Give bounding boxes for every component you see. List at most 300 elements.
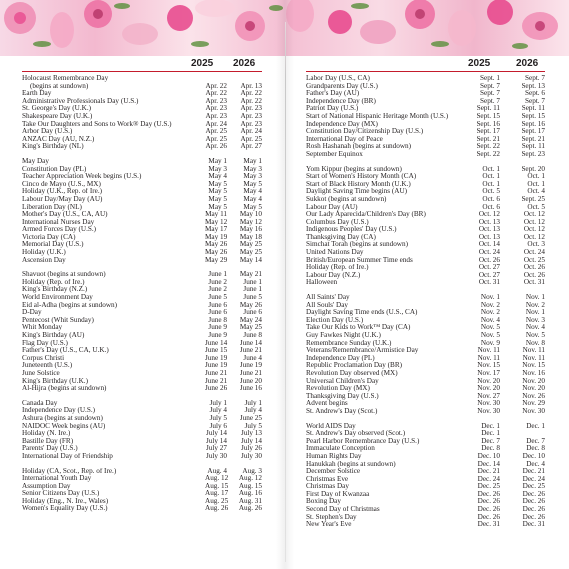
date-2025: Dec. 1 <box>481 429 500 438</box>
holiday-name: Holiday (Eng., N. Ire., Wales) <box>22 497 109 505</box>
holiday-name: ANZAC Day (AU, N.Z.) <box>22 135 95 143</box>
date-2026: Apr. 13 <box>240 81 262 90</box>
holiday-name: Second Day of Christmas <box>306 506 380 514</box>
holiday-name: Labour Day/May Day (AU) <box>22 195 103 203</box>
date-2026: Oct. 1 <box>527 172 545 181</box>
date-2026: Oct. 3 <box>527 240 545 249</box>
date-2026: Nov. 11 <box>522 353 545 362</box>
date-2025: Sept. 22 <box>476 142 500 151</box>
date-2026: Apr. 22 <box>240 96 262 105</box>
date-2026: Sept. 15 <box>521 111 545 120</box>
date-2025: Oct. 27 <box>478 263 500 272</box>
date-2025: Aug. 15 <box>205 481 229 490</box>
year-2026-label: 2026 <box>233 58 256 69</box>
date-2026: July 13 <box>241 429 262 438</box>
date-2026: Dec. 26 <box>522 512 545 521</box>
holiday-row <box>22 453 262 461</box>
date-2026: Nov. 1 <box>525 293 545 302</box>
date-2026: Apr. 23 <box>240 104 262 113</box>
holiday-name: Armed Forces Day (U.S.) <box>22 226 97 234</box>
holiday-row <box>306 521 545 529</box>
holiday-row <box>306 272 545 280</box>
holiday-row <box>306 264 545 272</box>
holiday-name: Sukkot (begins at sundown) <box>306 195 387 203</box>
date-2026: Sept. 16 <box>521 119 545 128</box>
holiday-name: Our Lady Aparecida/Children's Day (BR) <box>306 211 426 219</box>
date-2025: Sept. 7 <box>480 89 500 98</box>
holiday-name: Holiday (N. Ire.) <box>22 430 71 438</box>
holiday-name: Pentecost (Whit Sunday) <box>22 316 94 324</box>
date-2026: May 3 <box>243 164 262 173</box>
holiday-name: (begins at sundown) <box>30 82 89 90</box>
date-2026: Oct. 1 <box>527 179 545 188</box>
date-2025: Dec. 26 <box>477 489 500 498</box>
date-2026: Nov. 16 <box>522 368 545 377</box>
holiday-row <box>22 257 262 265</box>
date-2026: Sept. 17 <box>521 127 545 136</box>
date-2025: May 19 <box>205 232 228 241</box>
holiday-row <box>306 151 545 159</box>
date-2026: June 14 <box>239 338 262 347</box>
holiday-name: Republic Proclamation Day (BR) <box>306 362 403 370</box>
date-2025: May 5 <box>208 187 227 196</box>
holiday-name: King's Birthday (NL) <box>22 143 84 151</box>
holiday-name: Grandparents Day (U.S.) <box>306 82 378 90</box>
date-2025: July 27 <box>206 444 227 453</box>
date-2025: Oct. 1 <box>482 179 500 188</box>
date-2025: May 4 <box>208 172 227 181</box>
date-2026: Nov. 15 <box>522 361 545 370</box>
holiday-name: King's Birthday (U.K.) <box>22 377 88 385</box>
holiday-row <box>306 347 545 355</box>
holiday-name: Thanksgiving Day (CA) <box>306 233 376 241</box>
holiday-name: Start of Black History Month (U.K.) <box>306 180 411 188</box>
date-2026: May 25 <box>239 248 262 257</box>
date-2026: Sept. 21 <box>521 134 545 143</box>
holiday-name: Labour Day (N.Z.) <box>306 271 361 279</box>
holiday-row <box>306 279 545 287</box>
month-section <box>22 468 262 514</box>
holiday-row <box>306 173 545 181</box>
date-2026: Dec. 25 <box>522 482 545 491</box>
holiday-row <box>306 309 545 317</box>
date-2025: Nov. 20 <box>477 376 500 385</box>
holiday-row <box>306 241 545 249</box>
date-2025: Apr. 22 <box>205 81 227 90</box>
date-2026: July 30 <box>241 451 262 460</box>
holiday-name: Labor Day (U.S., CA) <box>306 75 370 82</box>
holiday-name: Corpus Christi <box>22 354 65 362</box>
date-2025: Nov. 11 <box>477 353 500 362</box>
holiday-name: Start of Women's History Month (CA) <box>306 173 417 181</box>
date-2025: June 21 <box>205 368 228 377</box>
date-2026: Oct. 12 <box>523 210 545 219</box>
holiday-name: Constitution Day (PL) <box>22 165 87 173</box>
date-2026: Oct. 26 <box>523 270 545 279</box>
date-2025: June 6 <box>208 300 227 309</box>
date-2025: Dec. 26 <box>477 497 500 506</box>
date-2026: May 26 <box>239 300 262 309</box>
date-2026: Dec. 31 <box>522 520 545 529</box>
holiday-name: Assumption Day <box>22 482 71 490</box>
holiday-name: Take Our Daughters and Sons to Work® Day (U.S.) <box>22 120 172 128</box>
date-2025: June 26 <box>205 384 228 393</box>
holiday-name: Pearl Harbor Remembrance Day (U.S.) <box>306 437 420 445</box>
holiday-name: Bastille Day (FR) <box>22 437 74 445</box>
date-2025: May 12 <box>205 217 228 226</box>
date-2026: Sept. 23 <box>521 149 545 158</box>
date-2025: Apr. 25 <box>205 127 227 136</box>
date-2025: Dec. 14 <box>477 459 500 468</box>
holiday-row <box>306 476 545 484</box>
holiday-name: Holocaust Remembrance Day <box>22 75 109 82</box>
date-2026: June 19 <box>239 361 262 370</box>
date-2026: July 5 <box>244 421 262 430</box>
holiday-row <box>306 211 545 219</box>
date-2026: May 21 <box>239 270 262 279</box>
date-2025: Dec. 25 <box>477 482 500 491</box>
date-2025: Nov. 27 <box>477 391 500 400</box>
date-2025: Nov. 2 <box>480 300 500 309</box>
date-2025: May 5 <box>208 179 227 188</box>
holiday-name: Thanksgiving Day (U.S.) <box>306 392 379 400</box>
holiday-name: Independence Day (U.S.) <box>22 407 96 415</box>
date-2026: Oct. 26 <box>523 263 545 272</box>
date-2025: Nov. 30 <box>477 406 500 415</box>
date-2025: July 4 <box>209 406 227 415</box>
date-2026: May 10 <box>239 210 262 219</box>
date-2025: June 1 <box>208 270 227 279</box>
holiday-name: Columbus Day (U.S.) <box>306 218 369 226</box>
holiday-name: Universal Children's Day <box>306 377 379 385</box>
holiday-name: Mother's Day (U.S., CA, AU) <box>22 211 108 219</box>
holiday-row <box>306 332 545 340</box>
holiday-name: Eid al-Adha (begins at sundown) <box>22 301 118 309</box>
date-2025: Aug. 17 <box>205 489 229 498</box>
date-2025: Aug. 4 <box>207 466 227 475</box>
date-2025: Apr. 23 <box>205 96 227 105</box>
year-2026-label: 2026 <box>516 58 539 69</box>
holiday-name: Start of National Hispanic Heritage Month (U.S.) <box>306 112 449 120</box>
date-2026: June 4 <box>243 353 262 362</box>
holiday-row <box>306 219 545 227</box>
date-2025: June 5 <box>208 293 227 302</box>
date-2025: May 26 <box>205 248 228 257</box>
holiday-row <box>306 294 545 302</box>
date-2025: Oct. 13 <box>478 232 500 241</box>
date-2026: June 5 <box>243 293 262 302</box>
date-2025: June 21 <box>205 376 228 385</box>
holiday-row <box>306 128 545 136</box>
date-2026: Nov. 20 <box>522 376 545 385</box>
holiday-name: Simchat Torah (begins at sundown) <box>306 241 408 249</box>
holiday-name: Shavuot (begins at sundown) <box>22 271 106 279</box>
holiday-row <box>306 378 545 386</box>
date-2026: June 6 <box>243 308 262 317</box>
holiday-name: All Souls' Day <box>306 301 349 309</box>
date-2025: Dec. 1 <box>481 421 500 430</box>
date-2025: June 6 <box>208 308 227 317</box>
date-2026: Sept. 7 <box>525 74 545 82</box>
date-2026: June 21 <box>239 346 262 355</box>
holiday-name: Independence Day (BR) <box>306 97 376 105</box>
holiday-name: Constitution Day/Citizenship Day (U.S.) <box>306 128 424 136</box>
date-2025: Oct. 1 <box>482 172 500 181</box>
date-2026: May 25 <box>239 323 262 332</box>
date-2026: Apr. 22 <box>240 89 262 98</box>
date-2025: Sept. 15 <box>476 111 500 120</box>
date-2025: May 3 <box>208 164 227 173</box>
date-2025: Apr. 26 <box>205 142 227 151</box>
holiday-name: Teacher Appreciation Week begins (U.S.) <box>22 173 142 181</box>
left-year-header <box>22 58 262 70</box>
holiday-name: Al-Hijra (begins at sundown) <box>22 385 107 393</box>
date-2026: Oct. 4 <box>527 187 545 196</box>
date-2025: Nov. 17 <box>477 368 500 377</box>
date-2025: June 19 <box>205 361 228 370</box>
holiday-row <box>306 362 545 370</box>
date-2026: July 14 <box>241 436 262 445</box>
date-2026: Nov. 4 <box>525 323 545 332</box>
holiday-name: Flag Day (U.S.) <box>22 339 68 347</box>
date-2026: Nov. 20 <box>522 384 545 393</box>
date-2026: Dec. 26 <box>522 489 545 498</box>
date-2025: July 1 <box>209 398 227 407</box>
holiday-name: Christmas Day <box>306 483 349 491</box>
holiday-name: First Day of Kwanzaa <box>306 490 370 498</box>
date-2026: June 20 <box>239 376 262 385</box>
date-2025: May 1 <box>208 156 227 165</box>
holiday-row <box>306 423 545 431</box>
holiday-row <box>306 90 545 98</box>
date-2026: Dec. 24 <box>522 474 545 483</box>
holiday-row <box>306 393 545 401</box>
date-2025: Nov. 30 <box>477 399 500 408</box>
holiday-name: Victoria Day (CA) <box>22 233 76 241</box>
holiday-name: British/European Summer Time ends <box>306 256 413 264</box>
holiday-name: Rosh Hashanah (begins at sundown) <box>306 143 412 151</box>
date-2026: Oct. 5 <box>527 202 545 211</box>
holiday-row <box>306 355 545 363</box>
date-2026: Oct. 24 <box>523 248 545 257</box>
date-2025: Nov. 4 <box>480 315 500 324</box>
holiday-name: Daylight Saving Time ends (U.S., CA) <box>306 309 418 317</box>
date-2026: Aug. 31 <box>238 496 262 505</box>
holiday-name: Veterans/Remembrance/Armistice Day <box>306 347 419 355</box>
date-2025: Dec. 10 <box>477 451 500 460</box>
date-2026: June 1 <box>243 277 262 286</box>
date-2025: Dec. 26 <box>477 505 500 514</box>
date-2026: June 1 <box>243 285 262 294</box>
holiday-name: World Environment Day <box>22 294 93 302</box>
holiday-name: Juneteenth (U.S.) <box>22 362 73 370</box>
date-2025: May 29 <box>205 255 228 264</box>
date-2025: Apr. 25 <box>205 134 227 143</box>
date-2025: Sept. 17 <box>476 127 500 136</box>
date-2025: May 11 <box>205 210 227 219</box>
date-2025: June 14 <box>205 338 228 347</box>
date-2026: Nov. 26 <box>522 391 545 400</box>
date-2025: Oct. 1 <box>482 164 500 173</box>
date-2025: Oct. 14 <box>478 240 500 249</box>
holiday-row <box>306 491 545 499</box>
holiday-name: Whit Monday <box>22 324 63 332</box>
holiday-name: St. Andrew's Day (Scot.) <box>306 407 378 415</box>
date-2025: June 2 <box>208 285 227 294</box>
date-2026: May 24 <box>239 315 262 324</box>
holiday-row <box>306 461 545 469</box>
date-2026: Dec. 26 <box>522 497 545 506</box>
date-2025: Aug. 26 <box>205 504 229 513</box>
holiday-row <box>306 400 545 408</box>
date-2026: Oct. 31 <box>523 278 545 287</box>
date-2025: Nov. 2 <box>480 308 500 317</box>
date-2025: Nov. 15 <box>477 361 500 370</box>
holiday-row <box>306 204 545 212</box>
holiday-name: Remembrance Sunday (U.K.) <box>306 339 392 347</box>
holiday-name: St. Stephen's Day <box>306 513 357 521</box>
holiday-name: December Solstice <box>306 468 361 476</box>
date-2026: May 5 <box>243 202 262 211</box>
date-2026: May 5 <box>243 179 262 188</box>
holiday-name: Canada Day <box>22 399 58 407</box>
date-2026: Aug. 12 <box>238 474 262 483</box>
left-holiday-list <box>22 75 262 513</box>
date-2025: Apr. 22 <box>205 89 227 98</box>
holiday-name: Human Rights Day <box>306 452 362 460</box>
date-2025: July 6 <box>209 421 227 430</box>
date-2026: Dec. 21 <box>522 467 545 476</box>
holiday-row <box>306 113 545 121</box>
holiday-row <box>306 121 545 129</box>
date-2025: June 9 <box>208 323 227 332</box>
holiday-name: Arbor Day (U.S.) <box>22 128 73 136</box>
holiday-name: New Year's Eve <box>306 521 352 529</box>
date-2026: Dec. 10 <box>522 451 545 460</box>
holiday-name: Hanukkah (begins at sundown) <box>306 460 396 468</box>
holiday-row <box>306 166 545 174</box>
date-2026: Sept. 11 <box>521 142 545 151</box>
holiday-name: Indigenous Peoples' Day (U.S.) <box>306 226 397 234</box>
date-2025: Dec. 21 <box>477 467 500 476</box>
holiday-name: Parents' Day (U.S.) <box>22 445 78 453</box>
holiday-row <box>306 438 545 446</box>
holiday-name: Ashura (begins at sundown) <box>22 414 103 422</box>
date-2025: Dec. 8 <box>481 444 500 453</box>
right-holiday-list <box>306 75 545 529</box>
holiday-row <box>22 505 262 513</box>
month-section <box>22 400 262 461</box>
date-2026: May 3 <box>243 172 262 181</box>
date-2025: May 5 <box>208 194 227 203</box>
holiday-name: All Saints' Day <box>306 294 350 302</box>
date-2026: Aug. 16 <box>238 489 262 498</box>
date-2025: Oct. 27 <box>478 270 500 279</box>
holiday-name: Holiday (U.K., Rep. of Ire.) <box>22 188 103 196</box>
date-2025: Oct. 12 <box>478 210 500 219</box>
date-2026: Sept. 20 <box>521 164 545 173</box>
date-2025: Apr. 24 <box>205 119 227 128</box>
holiday-name: Election Day (U.S.) <box>306 316 364 324</box>
date-2026: May 1 <box>243 156 262 165</box>
holiday-name: Halloween <box>306 279 338 287</box>
date-2026: Dec. 7 <box>526 436 545 445</box>
date-2026: July 26 <box>241 444 262 453</box>
holiday-row <box>22 143 262 151</box>
holiday-row <box>306 385 545 393</box>
right-holiday-column <box>306 58 545 529</box>
holiday-name: Independence Day (MX) <box>306 120 378 128</box>
holiday-name: King's Birthday (AU) <box>22 332 85 339</box>
holiday-name: Daylight Saving Time begins (AU) <box>306 188 408 196</box>
holiday-name: Revolution Day (MX) <box>306 385 370 393</box>
holiday-name: NAIDOC Week begins (AU) <box>22 422 106 430</box>
holiday-name: Labour Day (AU) <box>306 203 358 211</box>
holiday-name: Administrative Professionals Day (U.S.) <box>22 97 139 105</box>
month-section <box>306 294 545 416</box>
holiday-name: St. Andrew's Day observed (Scot.) <box>306 430 406 438</box>
date-2025: May 17 <box>205 225 228 234</box>
month-section <box>22 158 262 264</box>
date-2025: Oct. 13 <box>478 225 500 234</box>
holiday-row <box>306 324 545 332</box>
date-2026: Apr. 23 <box>240 119 262 128</box>
holiday-row <box>306 75 545 83</box>
date-2025: Nov. 5 <box>480 323 500 332</box>
date-2026: May 25 <box>239 240 262 249</box>
date-2026: Dec. 8 <box>526 444 545 453</box>
date-2025: Apr. 23 <box>205 104 227 113</box>
date-2026: Nov. 3 <box>525 315 545 324</box>
year-2025-label: 2025 <box>468 58 491 69</box>
holiday-name: Ascension Day <box>22 256 66 264</box>
month-section <box>22 271 262 393</box>
holiday-name: Holiday (Rep. of Ire.) <box>306 264 369 272</box>
holiday-name: Guy Fawkes Night (U.K.) <box>306 332 381 339</box>
holiday-name: World AIDS Day <box>306 422 356 430</box>
holiday-name: Holiday (Rep. of Ire.) <box>22 278 85 286</box>
holiday-name: Advent begins <box>306 400 348 408</box>
holiday-row <box>306 234 545 242</box>
holiday-row <box>306 483 545 491</box>
holiday-row <box>22 385 262 393</box>
holiday-row <box>306 498 545 506</box>
holiday-name: St. George's Day (U.K.) <box>22 105 92 113</box>
holiday-row <box>306 188 545 196</box>
holiday-name: Patriot Day (U.S.) <box>306 105 359 113</box>
holiday-name: Revolution Day observed (MX) <box>306 369 398 377</box>
date-2025: July 14 <box>206 436 227 445</box>
date-2026: May 16 <box>239 225 262 234</box>
date-2025: Nov. 1 <box>480 293 500 302</box>
holiday-name: Father's Day (U.S., CA, U.K.) <box>22 347 109 355</box>
holiday-name: International Day of Peace <box>306 135 383 143</box>
date-2025: May 5 <box>208 202 227 211</box>
right-year-header <box>306 58 545 70</box>
holiday-name: Immaculate Conception <box>306 445 375 453</box>
date-2026: Oct. 12 <box>523 232 545 241</box>
date-2026: Dec. 4 <box>526 459 545 468</box>
month-section <box>306 75 545 159</box>
holiday-row <box>306 249 545 257</box>
date-2026: Apr. 25 <box>240 134 262 143</box>
holiday-name: Liberation Day (NL) <box>22 203 82 211</box>
date-2026: Apr. 27 <box>240 142 262 151</box>
date-2025: Sept. 22 <box>476 149 500 158</box>
holiday-name: Shakespeare Day (U.K.) <box>22 112 93 120</box>
date-2026: Nov. 30 <box>522 406 545 415</box>
holiday-name: Holiday (U.K.) <box>22 249 66 257</box>
